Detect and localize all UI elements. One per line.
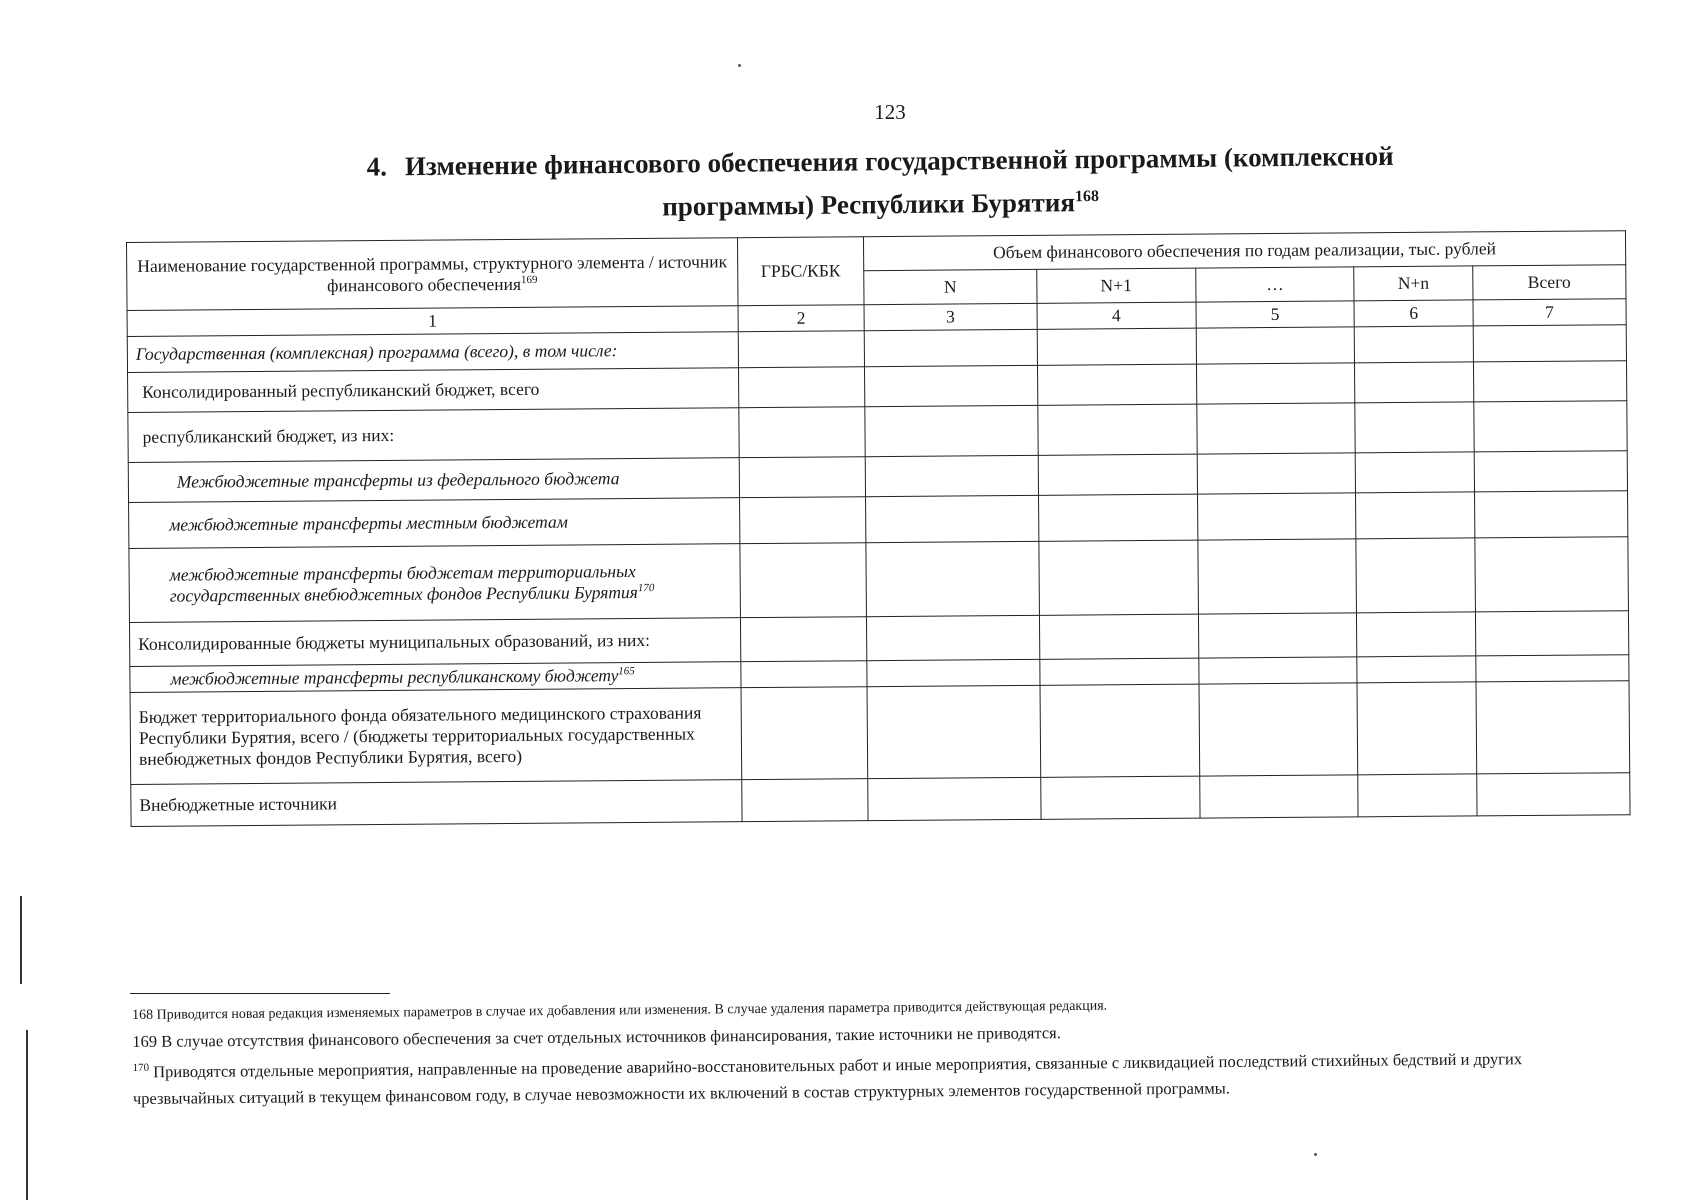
header-year-n1: N+1 bbox=[1037, 268, 1196, 303]
header-total: Всего bbox=[1472, 265, 1626, 300]
table-cell bbox=[1037, 364, 1196, 405]
table-cell bbox=[1037, 328, 1196, 365]
table-cell bbox=[738, 367, 864, 408]
table-row bbox=[130, 681, 1630, 785]
header-year-ellipsis: … bbox=[1195, 267, 1354, 302]
scan-speck bbox=[738, 64, 741, 67]
table-cell bbox=[738, 331, 864, 368]
table-cell bbox=[1356, 452, 1475, 493]
row-label: межбюджетные трансферты республиканскому бюджету$^{165}$ bbox=[130, 662, 741, 693]
row-label: Внебюджетные источники bbox=[131, 780, 742, 827]
table-cell bbox=[739, 407, 865, 458]
table-cell bbox=[867, 659, 1040, 686]
header-year-n: N bbox=[864, 269, 1037, 304]
row-footnote-ref: 170 bbox=[637, 581, 655, 594]
table-cell bbox=[865, 405, 1038, 456]
table-cell bbox=[1475, 611, 1629, 656]
column-number: 4 bbox=[1037, 302, 1196, 329]
row-label: Межбюджетные трансферты из федерального бюджета bbox=[128, 458, 739, 503]
table-cell bbox=[1476, 773, 1630, 816]
header-year-nn: N+n bbox=[1354, 266, 1473, 301]
table-cell bbox=[1199, 683, 1358, 776]
table-cell bbox=[1474, 451, 1628, 492]
column-number: 1 bbox=[127, 306, 738, 337]
row-footnote-ref: 165 bbox=[618, 665, 635, 678]
table-cell bbox=[865, 455, 1038, 496]
table-cell bbox=[868, 777, 1041, 820]
table-cell bbox=[1475, 537, 1629, 612]
column-number: 5 bbox=[1196, 301, 1355, 328]
table-cell bbox=[1039, 540, 1198, 615]
table-cell bbox=[741, 661, 867, 688]
row-label: Консолидированный республиканский бюджет, всего bbox=[128, 368, 739, 413]
table-cell bbox=[1041, 776, 1200, 819]
table-cell bbox=[1473, 325, 1627, 362]
footnote-divider bbox=[130, 993, 390, 994]
table-cell bbox=[1038, 454, 1197, 495]
table-cell bbox=[1357, 682, 1476, 775]
section-title-line2: программы) Республики Бурятия bbox=[662, 187, 1076, 222]
table-cell bbox=[1476, 681, 1630, 774]
scan-edge-mark bbox=[26, 1030, 28, 1200]
table-cell bbox=[742, 779, 868, 822]
table-cell bbox=[1357, 656, 1475, 683]
table-cell bbox=[867, 685, 1041, 778]
table-cell bbox=[864, 329, 1037, 366]
table-cell bbox=[1198, 539, 1357, 614]
table-cell bbox=[739, 457, 865, 498]
row-label: Бюджет территориального фонда обязательного медицинского страхования Республики Бурятия, всего / (бюджеты территориальных государственных внебюджетных фондов Республики Бурятия, всего) bbox=[130, 688, 742, 785]
table-cell bbox=[1038, 404, 1197, 455]
section-title-line1: Изменение финансового обеспечения государственной программы (комплексной bbox=[404, 140, 1394, 182]
header-name-footnote-ref: 169 bbox=[520, 273, 538, 286]
row-label: межбюджетные трансферты бюджетам территориальных государственных внебюджетных фондов Республики Бурятия$^{170}$ bbox=[129, 544, 741, 623]
table-cell bbox=[1356, 492, 1475, 539]
table-cell bbox=[1474, 491, 1628, 538]
footnote-169: 169 В случае отсутствия финансового обеспечения за счет отдельных источников финансирования, такие источники не приводятся. bbox=[132, 1023, 1061, 1051]
row-label: Консолидированные бюджеты муниципальных образований, из них: bbox=[129, 618, 740, 667]
footnote-170-text: Приводятся отдельные мероприятия, направленные на проведение аварийно-восстановительных работ и иные мероприятия, связанные с ликвидацией последствий стихийных бедствий и других чрезвычайных ситуаций в текущем финансовом году, в случае невозможности их включений в состав структурных элементов государственной программы. bbox=[132, 1049, 1523, 1108]
table-cell bbox=[1196, 403, 1355, 454]
footnote-168: 168 Приводится новая редакция изменяемых параметров в случае их добавления или изменения. В случае удаления параметра приводится действующая редакция. bbox=[132, 998, 1108, 1023]
table-cell bbox=[1355, 326, 1474, 363]
table-cell bbox=[1196, 363, 1355, 404]
table-cell bbox=[740, 543, 866, 618]
table-cell bbox=[1355, 362, 1474, 403]
scan-edge-mark bbox=[20, 896, 22, 984]
scan-speck bbox=[1314, 1153, 1317, 1156]
table-cell bbox=[1355, 402, 1474, 453]
financing-table-wrapper bbox=[126, 230, 1631, 827]
table-cell bbox=[1198, 613, 1357, 658]
table-cell bbox=[1356, 538, 1475, 613]
footnotes bbox=[132, 989, 1583, 1111]
row-label: республиканский бюджет, из них: bbox=[128, 408, 739, 463]
table-cell bbox=[1473, 361, 1627, 402]
column-number: 7 bbox=[1473, 299, 1627, 326]
table-cell bbox=[1038, 494, 1197, 541]
table-cell bbox=[1040, 684, 1199, 777]
table-cell bbox=[865, 495, 1038, 542]
table-cell bbox=[1358, 774, 1477, 817]
table-cell bbox=[1039, 614, 1198, 659]
table-cell bbox=[1196, 327, 1355, 364]
title-footnote-ref: 168 bbox=[1074, 187, 1099, 206]
header-name-column: Наименование государственной программы, структурного элемента / источник финансового обеспечения$^{169}$ bbox=[127, 238, 738, 311]
table-cell bbox=[1357, 612, 1476, 657]
header-grbs-column: ГРБС/КБК bbox=[737, 237, 863, 306]
section-title bbox=[330, 136, 1431, 229]
table-cell bbox=[864, 365, 1037, 406]
financing-table bbox=[126, 230, 1631, 827]
section-number: 4. bbox=[366, 151, 388, 182]
table-cell bbox=[740, 617, 866, 662]
table-cell bbox=[1197, 493, 1356, 540]
table-cell bbox=[1198, 657, 1357, 684]
header-volume-group: Объем финансового обеспечения по годам реализации, тыс. рублей bbox=[863, 231, 1625, 271]
column-number: 2 bbox=[738, 305, 864, 332]
table-cell bbox=[1475, 655, 1629, 682]
row-label: межбюджетные трансферты местным бюджетам bbox=[129, 498, 740, 549]
footnote-170-number: 170 bbox=[132, 1061, 150, 1074]
table-cell bbox=[1197, 453, 1356, 494]
row-label: Государственная (комплексная) программа (всего), в том числе: bbox=[127, 332, 738, 373]
table-cell bbox=[866, 615, 1039, 660]
table-cell bbox=[741, 687, 868, 780]
table-cell bbox=[1040, 658, 1199, 685]
table-cell bbox=[1473, 401, 1627, 452]
table-cell bbox=[1199, 775, 1358, 818]
column-number: 6 bbox=[1354, 300, 1472, 327]
page-number: 123 bbox=[874, 100, 906, 124]
table-row bbox=[129, 537, 1629, 623]
column-number: 3 bbox=[864, 303, 1037, 330]
table-cell bbox=[740, 497, 866, 544]
table-cell bbox=[866, 541, 1040, 616]
